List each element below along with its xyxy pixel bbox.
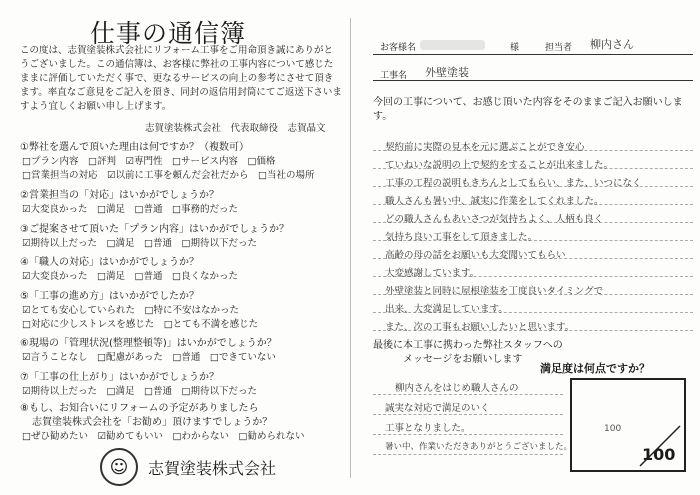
company-name: 志賀塗装株式会社 bbox=[148, 458, 277, 478]
customer-name-label: お客様名 bbox=[380, 43, 417, 53]
work-line bbox=[373, 80, 693, 81]
question-7: ⑦「工事の仕上がり」はいかがでしょうか？ bbox=[20, 372, 219, 383]
feedback-line[interactable]: 契約前に実際の見本を元に選ぶことができ安心 bbox=[385, 142, 585, 153]
customer-honorific: 様 bbox=[510, 43, 520, 53]
question-4-options[interactable]: ☑大変良かった □満足 □普通 □良くなかった bbox=[22, 271, 238, 282]
feedback-line[interactable]: ていねいな説明の上で契約をすることが出来ました。 bbox=[385, 160, 614, 171]
staff-label: 担当者 bbox=[545, 43, 573, 53]
work-name-label: 工事名 bbox=[380, 71, 408, 81]
feedback-line[interactable]: 気持ち良い工事をして頂きました。 bbox=[385, 232, 538, 243]
message-line[interactable]: 暑い中、作業いただきありがとうございました。 bbox=[385, 442, 573, 452]
message-question-line1: 最後に本工事に携わった弊社スタッフへの bbox=[373, 340, 563, 351]
question-7-options[interactable]: ☑期待以上だった □満足 □普通 □期待以下だった bbox=[22, 386, 257, 397]
satisfaction-score: 100 bbox=[642, 445, 676, 464]
rule-line bbox=[373, 434, 563, 435]
question-2: ②営業担当の「対応」はいかがでしょうか？ bbox=[20, 190, 219, 201]
feedback-question: 今回の工事について、お感じ頂いた内容をそのままご記入お願いします。 bbox=[373, 97, 683, 122]
feedback-line[interactable]: 外壁塗装と同時に屋根塗装を丁度良いタイミングで bbox=[385, 286, 604, 297]
question-2-options[interactable]: ☑大変良かった □満足 □普通 □事務的だった bbox=[22, 204, 238, 215]
feedback-line[interactable]: 工事の工程の説明もきちんとしてもらい、また、いつになく bbox=[385, 178, 642, 189]
intro-text: この度は、志賀塗装株式会社にリフォーム工事をご用命頂き誠にありがとうございました。この通信簿は、お客様に弊社の工事内容について感じたままに評価していただく事で、更なるサービスの向上の参考にさせて頂きます。率直なご意見をご記入を頂き、同封の返信用封筒にてご返送下さいますよう宜しくお願い申し上げます。 bbox=[20, 45, 342, 112]
message-line[interactable]: 柳内さんをはじめ職人さんの bbox=[395, 383, 519, 394]
customer-line bbox=[373, 54, 693, 55]
feedback-line[interactable]: 出来、大変満足しています。 bbox=[385, 304, 508, 315]
feedback-line[interactable]: 高齢の母の話をお願いも大変聞いてもらい bbox=[385, 250, 566, 261]
feedback-line[interactable]: また、次の工事もお願いしたいと思います。 bbox=[385, 322, 575, 333]
question-1: ①弊社を選んで頂いた理由は何ですか？（複数可） bbox=[20, 142, 249, 153]
question-3: ③ご提案させて頂いた「プラン内容」はいかがでしょうか？ bbox=[20, 224, 289, 235]
question-4: ④「職人の対応」はいかがでしょうか？ bbox=[20, 257, 199, 268]
satisfaction-title: 満足度は何点ですか？ bbox=[540, 362, 650, 375]
question-8: ⑧もし、お知合いにリフォームの予定がありましたら bbox=[20, 403, 259, 414]
staff-value[interactable]: 柳内さん bbox=[590, 38, 634, 51]
question-6: ⑥現場の「管理状況(整理整頓等)」はいかがでしょうか？ bbox=[20, 338, 277, 349]
question-3-options[interactable]: ☑期待以上だった □満足 □普通 □期待以下だった bbox=[22, 238, 257, 249]
satisfaction-pencil-score: 100 bbox=[604, 424, 622, 434]
message-question-line2: メッセージをお願いします bbox=[403, 354, 523, 365]
message-question bbox=[373, 339, 563, 367]
company-signature: 志賀塗装株式会社 代表取締役 志賀晶文 bbox=[145, 123, 326, 134]
message-line[interactable]: 誠実な対応で満足のいく bbox=[385, 403, 490, 414]
rule-line bbox=[373, 394, 563, 395]
question-5: ⑤「工事の進め方」はいかがでしたか？ bbox=[20, 291, 199, 302]
question-6-options[interactable]: ☑言うことなし □配慮があった □普通 □できていない bbox=[22, 352, 276, 363]
message-line[interactable]: 工事となりました。 bbox=[385, 423, 471, 434]
feedback-line[interactable]: 職人さんも暑い中、誠実に作業をしてくれました。 bbox=[385, 196, 604, 207]
question-8-continued: 志賀塗装株式会社を「お勧め」頂けますでしょうか？ bbox=[32, 417, 273, 428]
feedback-line[interactable]: どの職人さんもあいさつが気持ちよく、人柄も良く bbox=[385, 214, 604, 225]
rule-line bbox=[373, 454, 563, 455]
portrait-seal-icon: ☺ bbox=[100, 448, 138, 486]
feedback-line[interactable]: 大変感謝しています。 bbox=[385, 268, 480, 279]
center-divider bbox=[350, 18, 351, 478]
company-footer bbox=[100, 448, 276, 486]
question-8-options[interactable]: □ぜひ勧めたい ☑勧めてもいい □わからない □勧められない bbox=[22, 431, 305, 442]
question-1-options-row1[interactable]: □プラン内容 □評判 ☑専門性 □サービス内容 □価格 bbox=[22, 156, 276, 167]
page-title: 仕事の通信簿 bbox=[90, 19, 247, 48]
question-5-options-row2[interactable]: □対応に少しストレスを感じた □とても不満を感じた bbox=[22, 319, 259, 330]
rule-line bbox=[373, 414, 563, 415]
customer-name-redacted bbox=[420, 40, 485, 50]
question-1-options-row2[interactable]: □営業担当の対応 ☑以前に工事を頼んだ会社だから □当社の場所 bbox=[22, 170, 315, 181]
work-name-value[interactable]: 外壁塗装 bbox=[425, 66, 469, 79]
question-5-options-row1[interactable]: ☑とても安心していられた □特に不安はなかった bbox=[22, 305, 239, 316]
